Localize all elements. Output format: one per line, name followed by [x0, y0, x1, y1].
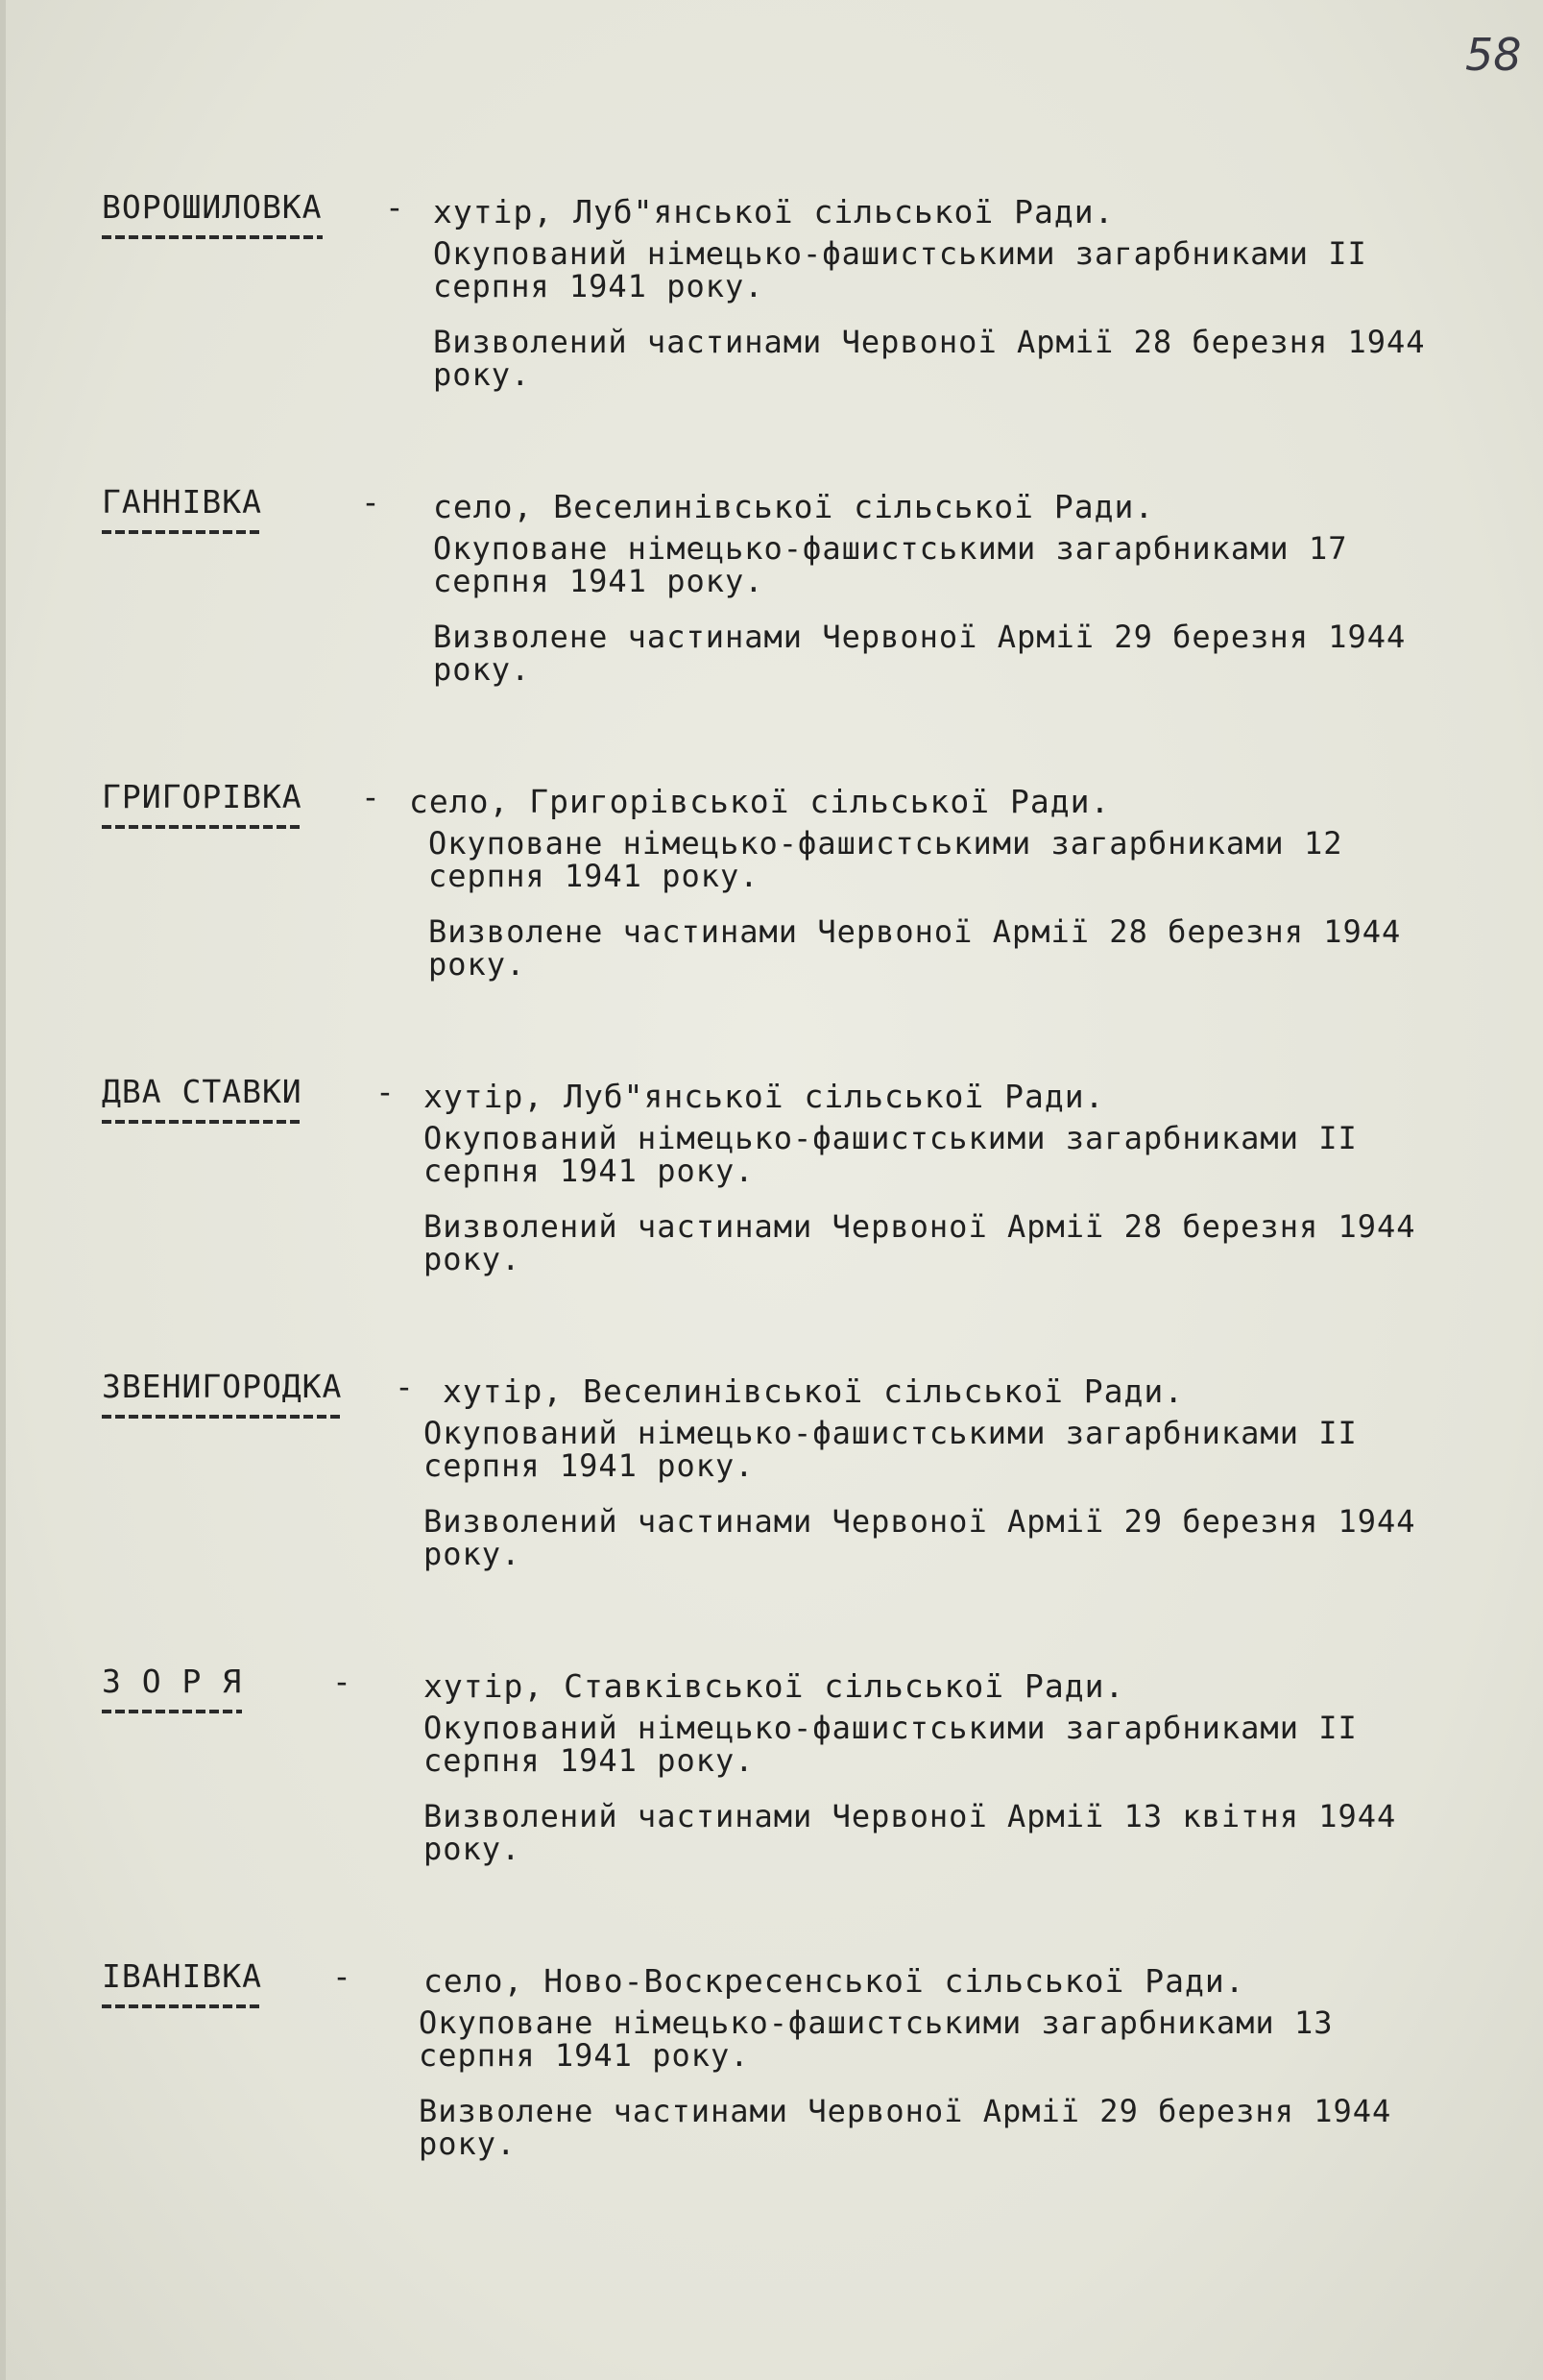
liberation-text: Визволене частинами Червоної Армії 29 березня 1944 року.: [419, 2093, 1392, 2162]
settlement-entry: [102, 777, 1513, 1072]
entry-dash: -: [332, 1957, 351, 1995]
settlement-name: З О Р Я: [102, 1663, 243, 1700]
entry-dash: -: [395, 1368, 414, 1405]
entry-body: [419, 2006, 1465, 2160]
settlement-type: хутір, Луб"янської сільської Ради.: [423, 1078, 1105, 1115]
entry-body: [428, 827, 1475, 981]
settlement-entry: [102, 482, 1513, 777]
occupation-text: Окупований німецько-фашистськими загарбниками II серпня 1941 року.: [423, 1120, 1358, 1189]
liberation-text: Визволений частинами Червоної Армії 13 квітня 1944 року.: [423, 1798, 1397, 1867]
settlement-entry: [102, 1662, 1513, 1956]
settlement-type: хутір, Веселинівської сільської Ради.: [443, 1372, 1185, 1410]
settlement-entry: [102, 1367, 1513, 1662]
entry-dash: -: [332, 1663, 351, 1700]
occupation-text: Окупований німецько-фашистськими загарбниками II серпня 1941 року.: [423, 1710, 1358, 1779]
liberation-text: Визволений частинами Червоної Армії 29 березня 1944 року.: [423, 1503, 1416, 1572]
settlement-name: ЗВЕНИГОРОДКА: [102, 1368, 343, 1405]
occupation-text: Окуповане німецько-фашистськими загарбниками 12 серпня 1941 року.: [428, 825, 1343, 894]
settlement-name: ДВА СТАВКИ: [102, 1073, 302, 1110]
entry-dash: -: [375, 1073, 395, 1110]
liberation-text: Визволене частинами Червоної Армії 28 березня 1944 року.: [428, 913, 1402, 983]
settlement-name: ІВАНІВКА: [102, 1957, 262, 1995]
settlement-name: ГРИГОРІВКА: [102, 778, 302, 815]
settlement-type: хутір, Луб"янської сільської Ради.: [433, 193, 1115, 231]
occupation-text: Окупований німецько-фашистськими загарбниками II серпня 1941 року.: [423, 1415, 1358, 1484]
entry-body: [423, 1122, 1470, 1275]
entry-body: [423, 1417, 1470, 1570]
liberation-text: Визволений частинами Червоної Армії 28 березня 1944 року.: [423, 1208, 1416, 1277]
settlement-type: хутір, Ставківської сільської Ради.: [423, 1667, 1125, 1705]
entry-dash: -: [385, 188, 404, 226]
settlement-name: ВОРОШИЛОВКА: [102, 188, 323, 226]
settlement-entry: [102, 187, 1513, 482]
settlement-type: село, Веселинівської сільської Ради.: [433, 488, 1155, 525]
occupation-text: Окуповане німецько-фашистськими загарбниками 17 серпня 1941 року.: [433, 530, 1348, 599]
settlement-entry: [102, 1956, 1513, 2251]
entry-body: [423, 1712, 1470, 1865]
occupation-text: Окуповане німецько-фашистськими загарбниками 13 серпня 1941 року.: [419, 2004, 1334, 2074]
settlement-type: село, Ново-Воскресенської сільської Ради.: [423, 1962, 1245, 2000]
occupation-text: Окупований німецько-фашистськими загарбниками II серпня 1941 року.: [433, 235, 1367, 304]
page-number: 58: [1465, 29, 1522, 81]
liberation-text: Визволений частинами Червоної Армії 28 березня 1944 року.: [433, 324, 1426, 393]
liberation-text: Визволене частинами Червоної Армії 29 березня 1944 року.: [433, 619, 1407, 688]
entry-dash: -: [361, 778, 380, 815]
settlement-entry: [102, 1072, 1513, 1367]
settlement-name: ГАННІВКА: [102, 483, 262, 521]
entry-body: [433, 532, 1480, 686]
settlement-list: [102, 187, 1513, 2251]
entry-dash: -: [361, 483, 380, 521]
entry-body: [433, 237, 1480, 391]
settlement-type: село, Григорівської сільської Ради.: [409, 783, 1111, 820]
